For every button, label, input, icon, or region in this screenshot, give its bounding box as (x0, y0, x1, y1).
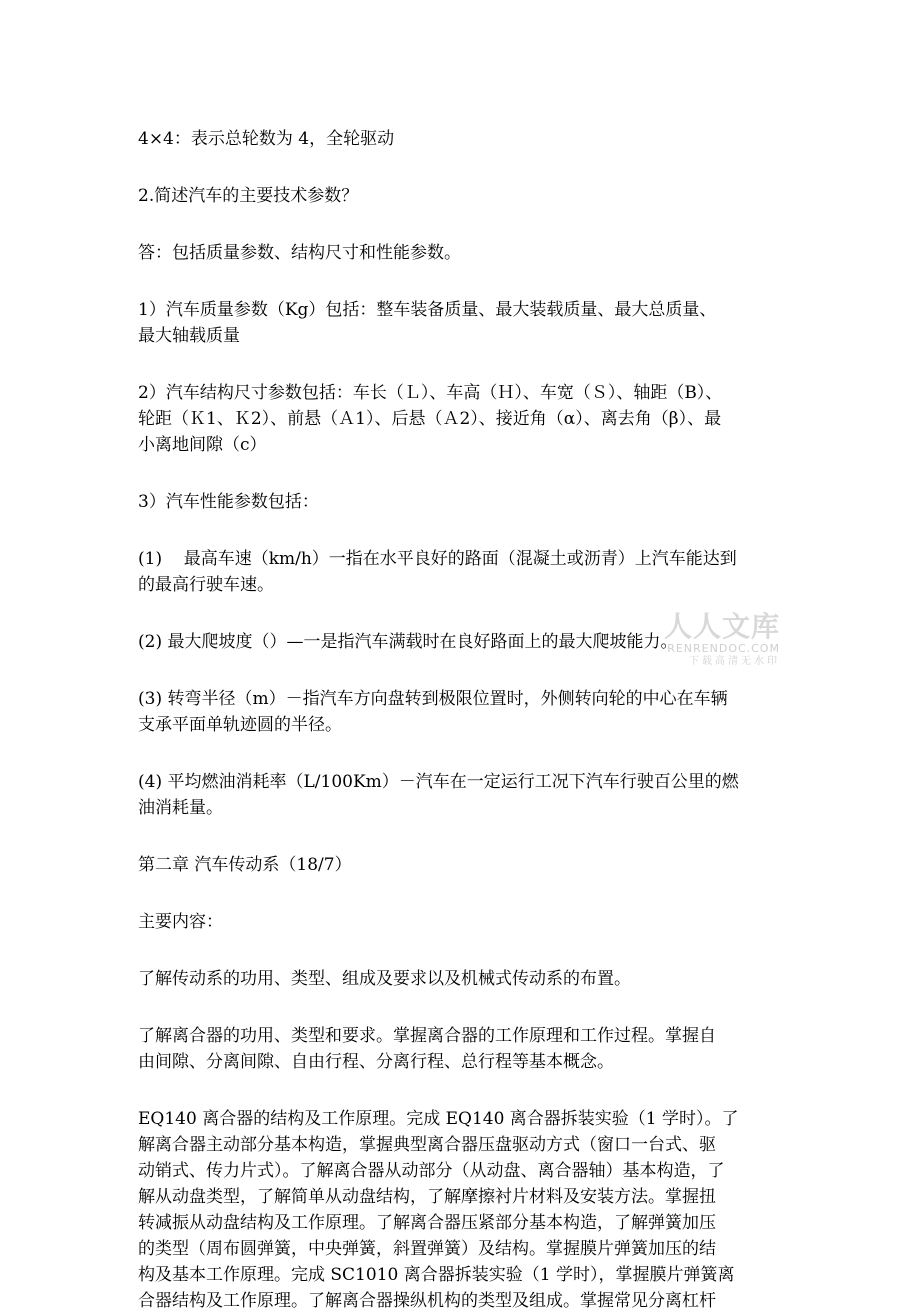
document-paragraph (138, 686, 784, 738)
watermark-logo (640, 612, 780, 682)
paragraph-line: 了解离合器的功用、类型和要求。掌握离合器的工作原理和工作过程。掌握自 (138, 1026, 716, 1046)
paragraph-line: 小离地间隙（c） (138, 435, 267, 455)
paragraph-line: (4) 平均燃油消耗率（L/100Km）－汽车在一定运行工况下汽车行驶百公里的燃 (138, 772, 739, 792)
paragraph-line: 主要内容： (138, 912, 223, 932)
document-paragraph (138, 183, 784, 209)
paragraph-line: 的最高行驶车速。 (138, 575, 274, 595)
paragraph-line: EQ140 离合器的结构及工作原理。完成 EQ140 离合器拆装实验（1 学时）。了 (138, 1109, 739, 1129)
document-paragraph (138, 546, 784, 598)
document-paragraph (138, 380, 784, 458)
document-paragraph (138, 966, 784, 992)
document-paragraph (138, 297, 784, 349)
paragraph-line: 答：包括质量参数、结构尺寸和性能参数。 (138, 243, 461, 263)
paragraph-line: 2）汽车结构尺寸参数包括：车长（Ｌ）、车高（Ｈ）、车宽（Ｓ）、轴距（B）、 (138, 383, 723, 403)
paragraph-line: 1）汽车质量参数（Kg）包括：整车装备质量、最大装载质量、最大总质量、 (138, 300, 717, 320)
paragraph-line: 油消耗量。 (138, 798, 223, 818)
paragraph-line: 由间隙、分离间隙、自由行程、分离行程、总行程等基本概念。 (138, 1052, 614, 1072)
paragraph-line: 构及基本工作原理。完成 SC1010 离合器拆装实验（1 学时），掌握膜片弹簧离 (138, 1265, 735, 1285)
paragraph-line: 解从动盘类型，了解简单从动盘结构，了解摩擦衬片材料及安装方法。掌握扭 (138, 1187, 716, 1207)
paragraph-line: 支承平面单轨迹圆的半径。 (138, 715, 342, 735)
paragraph-line: 动销式、传力片式）。了解离合器从动部分（从动盘、离合器轴）基本构造，了 (138, 1161, 725, 1181)
document-paragraph (138, 909, 784, 935)
paragraph-line: 了解传动系的功用、类型、组成及要求以及机械式传动系的布置。 (138, 969, 631, 989)
paragraph-line: (2) 最大爬坡度（）—一是指汽车满载时在良好路面上的最大爬坡能力。 (138, 632, 678, 652)
paragraph-line: (3) 转弯半径（m）－指汽车方向盘转到极限位置时，外侧转向轮的中心在车辆 (138, 689, 728, 709)
document-paragraph (138, 489, 784, 515)
document-paragraph (138, 126, 784, 152)
paragraph-line: 解离合器主动部分基本构造，掌握典型离合器压盘驱动方式（窗口一台式、驱 (138, 1135, 716, 1155)
paragraph-line: 4×4：表示总轮数为 4，全轮驱动 (138, 129, 395, 149)
watermark-subtitle: 下载高清无水印 (689, 656, 780, 667)
paragraph-line: 2.简述汽车的主要技术参数？ (138, 186, 359, 206)
paragraph-line: 3）汽车性能参数包括： (138, 492, 319, 512)
paragraph-line: 转减振从动盘结构及工作原理。了解离合器压紧部分基本构造，了解弹簧加压 (138, 1213, 716, 1233)
watermark-title: 人人文库 (663, 610, 780, 643)
document-body (138, 126, 784, 1314)
paragraph-line: 轮距（Ｋ1、Ｋ2）、前悬（Ａ1）、后悬（Ａ2）、接近角（α）、离去角（β）、最 (138, 409, 722, 429)
paragraph-line: 第二章 汽车传动系（18/7） (138, 855, 352, 875)
paragraph-line: (1) 最高车速（km/h）一指在水平良好的路面（混凝土或沥青）上汽车能达到 (138, 549, 737, 569)
paragraph-line: 合器结构及工作原理。了解离合器操纵机构的类型及组成。掌握常见分离杠杆 (138, 1291, 716, 1311)
watermark-url: RENRENDOC.COM (667, 642, 780, 655)
paragraph-line: 最大轴载质量 (138, 326, 240, 346)
document-paragraph (138, 769, 784, 821)
paragraph-line: 的类型（周布圆弹簧，中央弹簧，斜置弹簧）及结构。掌握膜片弹簧加压的结 (138, 1239, 716, 1259)
document-paragraph (138, 852, 784, 878)
document-paragraph (138, 1106, 784, 1314)
document-paragraph (138, 1023, 784, 1075)
document-paragraph (138, 240, 784, 266)
